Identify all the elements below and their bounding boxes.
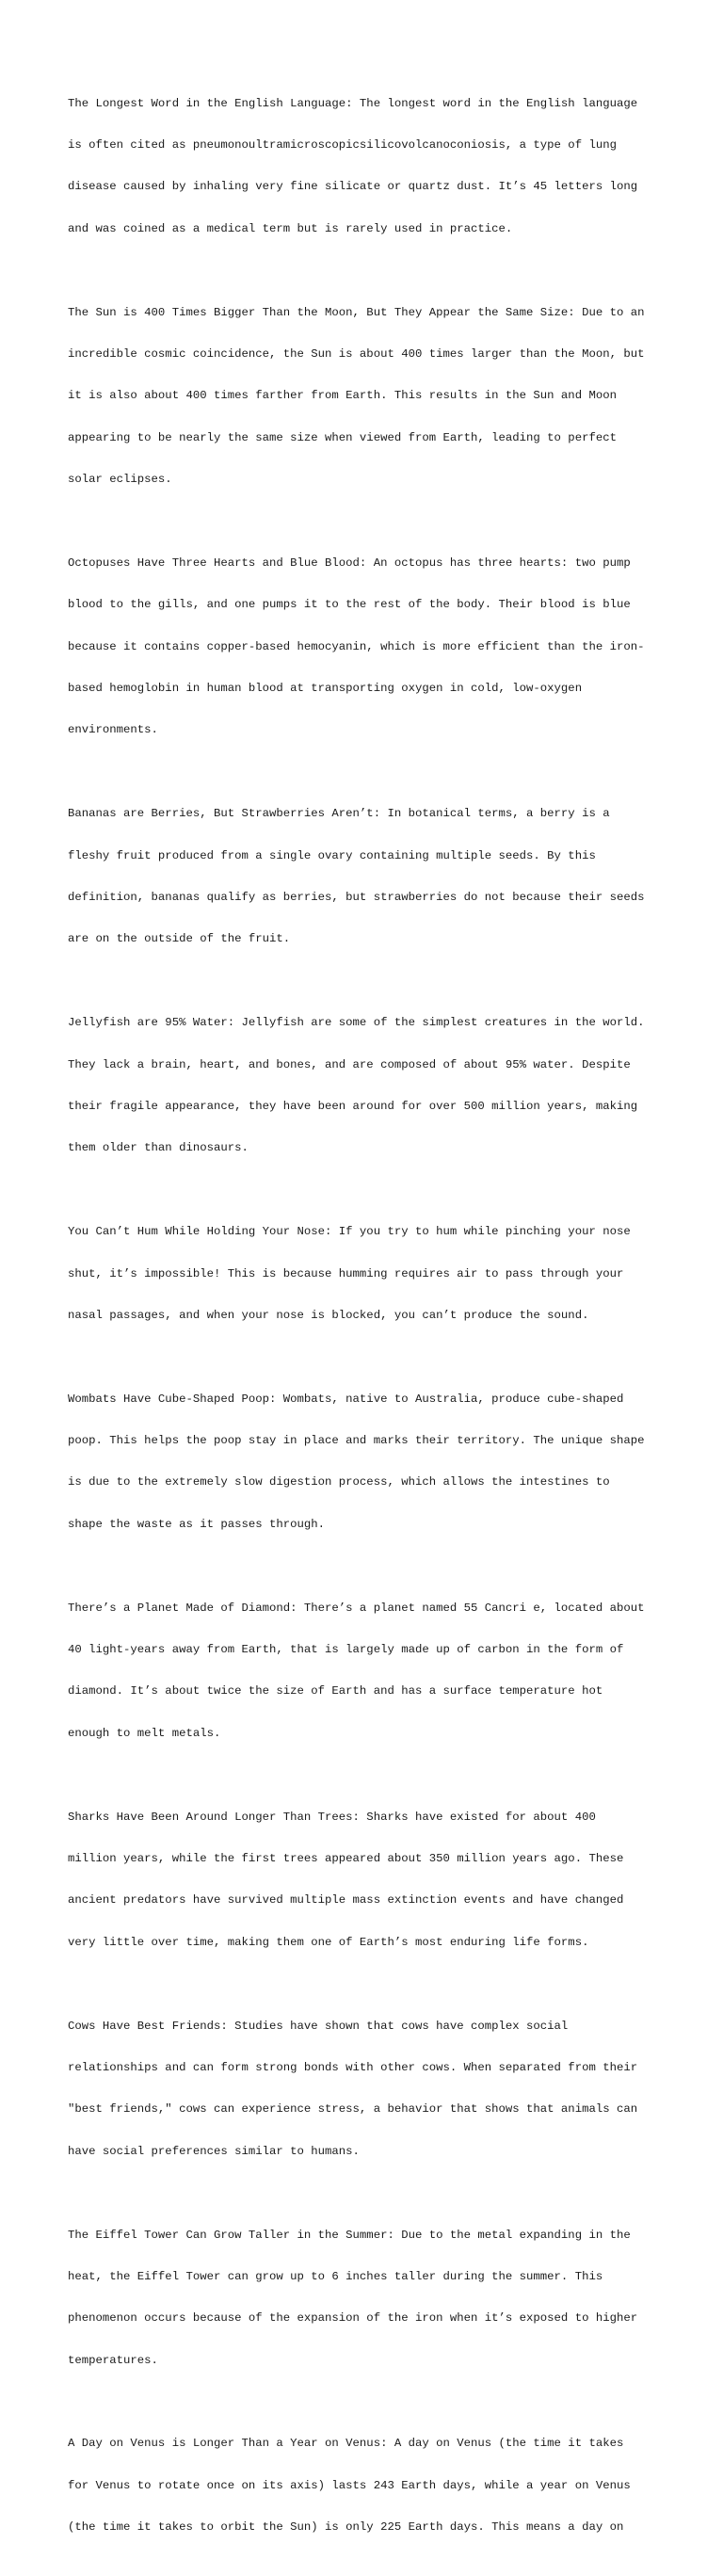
paragraph-sun-moon xyxy=(68,278,670,515)
paragraph-hum xyxy=(68,1198,670,1351)
text-line: is often cited as pneumonoultramicroscopicsilicovolcanoconiosis, a type of lung xyxy=(68,137,617,152)
text-line: heat, the Eiffel Tower can grow up to 6 inches taller during the summer. This xyxy=(68,2269,603,2283)
text-line: incredible cosmic coincidence, the Sun is about 400 times larger than the Moon, but xyxy=(68,346,645,361)
text-line: nasal passages, and when your nose is blocked, you can’t produce the sound. xyxy=(68,1308,589,1322)
text-line: ancient predators have survived multiple mass extinction events and have changed xyxy=(68,1893,624,1908)
text-line: appearing to be nearly the same size when viewed from Earth, leading to perfect xyxy=(68,430,617,444)
paragraph-eiffel-tower xyxy=(68,2200,670,2395)
text-line: The Longest Word in the English Language: The longest word in the English language xyxy=(68,96,638,110)
text-line: poop. This helps the poop stay in place and marks their territory. The unique shape xyxy=(68,1434,645,1448)
text-line: disease caused by inhaling very fine silicate or quartz dust. It’s 45 letters long xyxy=(68,180,638,194)
text-line: environments. xyxy=(68,723,158,737)
text-line: relationships and can form strong bonds with other cows. When separated from their xyxy=(68,2060,638,2074)
paragraph-cows xyxy=(68,1991,670,2186)
text-line: shape the waste as it passes through. xyxy=(68,1517,326,1531)
text-line: their fragile appearance, they have been around for over 500 million years, making xyxy=(68,1099,638,1113)
text-line: because it contains copper-based hemocyanin, which is more efficient than the iron- xyxy=(68,639,645,653)
text-line: They lack a brain, heart, and bones, and are composed of about 95% water. Despite xyxy=(68,1057,631,1071)
text-line: are on the outside of the fruit. xyxy=(68,932,291,946)
text-line: The Eiffel Tower Can Grow Taller in the Summer: Due to the metal expanding in the xyxy=(68,2228,631,2242)
text-line: shut, it’s impossible! This is because humming requires air to pass through your xyxy=(68,1266,624,1280)
text-line: Octopuses Have Three Hearts and Blue Blood: An octopus has three hearts: two pump xyxy=(68,555,631,570)
text-line: for Venus to rotate once on its axis) lasts 243 Earth days, while a year on Venus xyxy=(68,2478,631,2492)
text-line: fleshy fruit produced from a single ovary containing multiple seeds. By this xyxy=(68,848,596,862)
paragraph-bananas xyxy=(68,780,670,974)
text-line: "best friends," cows can experience stress, a behavior that shows that animals can xyxy=(68,2102,638,2117)
paragraph-jellyfish xyxy=(68,989,670,1183)
text-line: There’s a Planet Made of Diamond: There’s a planet named 55 Cancri e, located about xyxy=(68,1601,645,1615)
text-line: A Day on Venus is Longer Than a Year on Venus: A day on Venus (the time it takes xyxy=(68,2437,624,2451)
text-line: You Can’t Hum While Holding Your Nose: If you try to hum while pinching your nose xyxy=(68,1225,631,1239)
text-line: (the time it takes to orbit the Sun) is only 225 Earth days. This means a day on xyxy=(68,2520,624,2535)
text-line: is due to the extremely slow digestion process, which allows the intestines to xyxy=(68,1475,610,1489)
text-line: definition, bananas qualify as berries, but strawberries do not because their seeds xyxy=(68,891,645,905)
text-line: based hemoglobin in human blood at transporting oxygen in cold, low-oxygen xyxy=(68,682,583,696)
text-line: and was coined as a medical term but is rarely used in practice. xyxy=(68,221,513,235)
paragraph-longest-word xyxy=(68,69,670,264)
paragraph-wombats xyxy=(68,1364,670,1559)
text-line: Cows Have Best Friends: Studies have shown that cows have complex social xyxy=(68,2019,569,2033)
paragraph-venus xyxy=(68,2409,670,2563)
text-line: solar eclipses. xyxy=(68,473,172,487)
text-line: have social preferences similar to humans. xyxy=(68,2144,360,2158)
text-line: Jellyfish are 95% Water: Jellyfish are some of the simplest creatures in the world. xyxy=(68,1016,645,1030)
text-line: temperatures. xyxy=(68,2353,158,2367)
text-line: million years, while the first trees appeared about 350 million years ago. These xyxy=(68,1852,624,1865)
paragraph-diamond-planet xyxy=(68,1573,670,1768)
text-line: enough to melt metals. xyxy=(68,1726,221,1740)
text-line: blood to the gills, and one pumps it to the rest of the body. Their blood is blue xyxy=(68,598,631,612)
paragraph-sharks xyxy=(68,1782,670,1977)
text-line: 40 light-years away from Earth, that is largely made up of carbon in the form of xyxy=(68,1643,624,1657)
text-line: diamond. It’s about twice the size of Earth and has a surface temperature hot xyxy=(68,1684,603,1699)
text-line: Sharks Have Been Around Longer Than Trees: Sharks have existed for about 400 xyxy=(68,1810,596,1824)
document-body xyxy=(68,69,670,2576)
text-line: phenomenon occurs because of the expansion of the iron when it’s exposed to higher xyxy=(68,2311,638,2326)
paragraph-octopuses xyxy=(68,528,670,765)
text-line: Wombats Have Cube-Shaped Poop: Wombats, native to Australia, produce cube-shaped xyxy=(68,1392,624,1406)
text-line: Bananas are Berries, But Strawberries Aren’t: In botanical terms, a berry is a xyxy=(68,807,610,821)
text-line: it is also about 400 times farther from Earth. This results in the Sun and Moon xyxy=(68,389,617,403)
text-line: them older than dinosaurs. xyxy=(68,1141,249,1155)
text-line: The Sun is 400 Times Bigger Than the Moon, But They Appear the Same Size: Due to an xyxy=(68,305,645,319)
text-line: very little over time, making them one of Earth’s most enduring life forms. xyxy=(68,1935,589,1949)
